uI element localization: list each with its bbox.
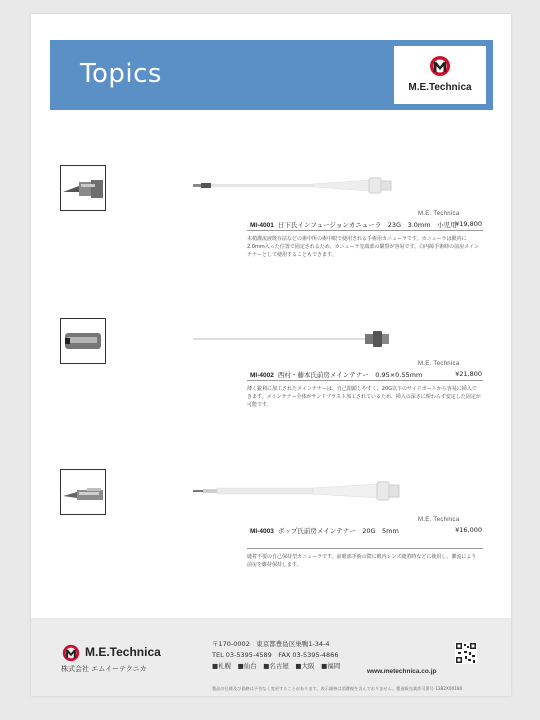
product-2-price: ¥21,800 bbox=[455, 370, 482, 378]
footer-address: 〒170-0002 東京都豊島区巣鴨1-34-4 bbox=[212, 640, 330, 648]
product-3-name: ボップ氏前房メインテナー 20G 5mm bbox=[277, 527, 399, 535]
catalog-page bbox=[31, 14, 511, 696]
product-2-code: MI-4002 bbox=[250, 372, 274, 379]
brand-logo bbox=[394, 46, 486, 104]
product-2-image bbox=[193, 328, 393, 350]
footer-website-link[interactable]: www.metechnica.co.jp bbox=[367, 668, 437, 675]
product-3-price: ¥16,000 bbox=[455, 526, 482, 534]
footer-disclaimer: 製品の仕様及び価格は予告なく変更することがあります。表示価格は消費税を含んでおりません。製造販売業許可番号 13B2X00180 bbox=[212, 686, 463, 691]
qr-code-icon bbox=[455, 642, 477, 664]
product-1-divider bbox=[247, 230, 483, 231]
product-1-price: ¥19,800 bbox=[455, 220, 482, 228]
product-2-thumbnail bbox=[60, 318, 106, 364]
footer-phone: TEL 03-5395-4589 FAX 03-5395-4866 bbox=[212, 651, 339, 659]
product-3-code: MI-4003 bbox=[250, 528, 274, 535]
product-2-brand: M.E. Technica bbox=[418, 361, 460, 367]
product-2-title-row bbox=[250, 370, 482, 379]
product-1-thumbnail bbox=[60, 165, 106, 211]
product-1-title-row bbox=[250, 220, 482, 229]
product-3-brand: M.E. Technica bbox=[418, 517, 460, 523]
footer-logo-mark-icon bbox=[61, 644, 81, 662]
product-3-title-row bbox=[250, 526, 482, 535]
product-1-description: 末梢灌流液既存法などの術中所の術中眼で使用される手術用カニューラです。カニューラは眼内に2.0mm入った位置で固定されるため、カニューラ先端部の観察が容易です。白内障手術時の前房メインテナーとして使用することもできます。 bbox=[247, 236, 479, 258]
product-3-divider bbox=[247, 548, 483, 549]
product-1-name: 日下氏インフュージョンカニューラ 23G 3.0mm 小児用 bbox=[277, 221, 457, 229]
brand-logo-mark-icon bbox=[428, 55, 452, 77]
product-2-divider bbox=[247, 380, 483, 381]
page-footer bbox=[31, 618, 511, 696]
topics-banner bbox=[50, 40, 493, 110]
product-3-thumbnail bbox=[60, 469, 106, 515]
product-2-description: 薄く鋭利に加工されたメインテナーは、自己閉鎖しやすく、20G以下のサイドポートから容易に挿入できます。メインテナー全体がサンドブラスト加工されているため、挿入の深さに関わらず安定した固定が可能です。 bbox=[247, 386, 481, 408]
product-2-name: 西村・藤本氏前房メインテナー 0.95×0.55mm bbox=[277, 371, 423, 379]
product-3-description: 縫着不要の自己保持型カニューラです。前眼部手術の際に眼内レンズ縫着時などに使用し、灌流により前房を維持保持します。 bbox=[247, 554, 477, 568]
footer-offices: ■札幌 ■仙台 ■名古屋 ■大阪 ■福岡 bbox=[212, 662, 341, 670]
product-1-code: MI-4001 bbox=[250, 222, 274, 229]
footer-company-name: 株式会社 エムイーテクニカ bbox=[61, 665, 147, 673]
product-3-image bbox=[193, 479, 401, 503]
banner-title: Topics bbox=[80, 59, 162, 89]
footer-logo-text: M.E.Technica bbox=[85, 645, 161, 659]
product-1-image bbox=[193, 174, 401, 198]
product-1-brand: M.E. Technica bbox=[418, 211, 460, 217]
brand-logo-text: M.E.Technica bbox=[408, 82, 472, 93]
